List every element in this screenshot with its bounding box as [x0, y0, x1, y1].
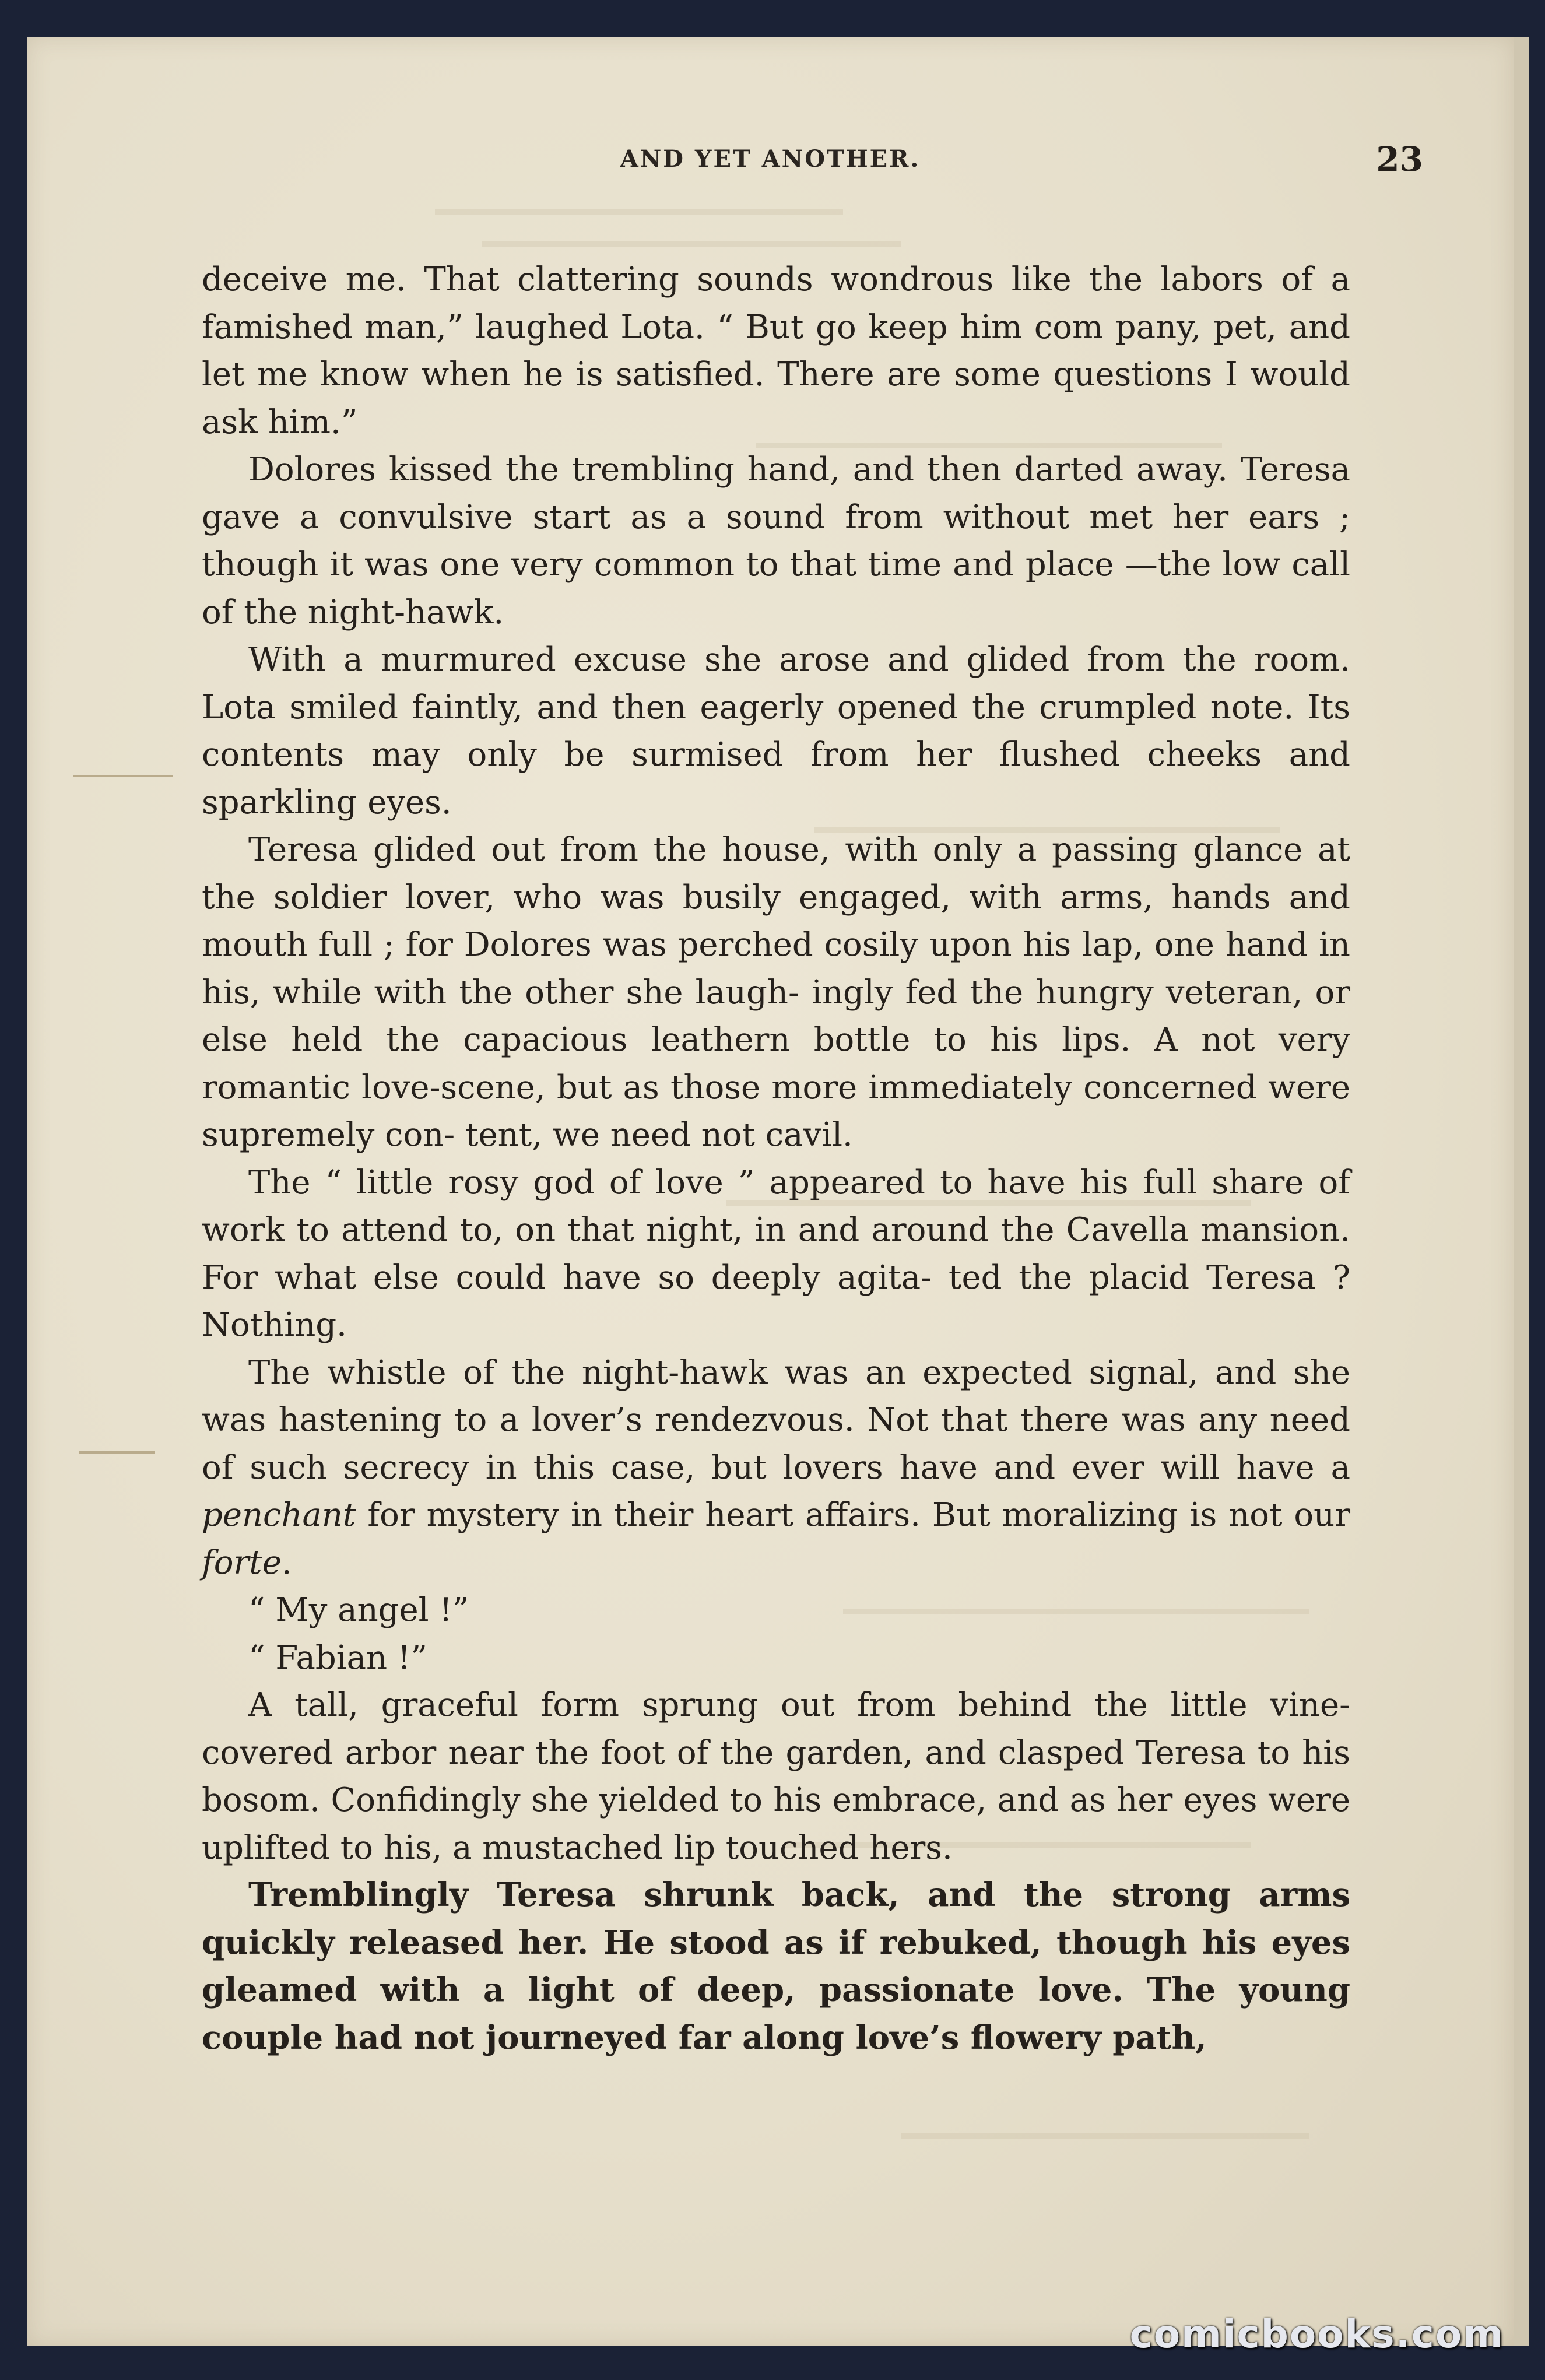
paragraph-text: . [281, 1543, 292, 1582]
binding-thread [73, 775, 173, 777]
watermark: comicbooks.com [1129, 2312, 1504, 2357]
italic-word: forte [202, 1543, 282, 1582]
running-head: AND YET ANOTHER. [620, 145, 921, 173]
page-header [27, 139, 1514, 192]
paragraph [202, 1349, 1350, 1587]
italic-word: penchant [202, 1496, 356, 1534]
paragraph: deceive me. That clattering sounds wondrous like the labors of a famished man,” laughed Lota. “ But go keep him com pany, pet, and let me know when he is satisfied. There are some questions I would ask him.” [202, 261, 1350, 441]
dialogue-line: “ Fabian !” [248, 1638, 428, 1677]
book-page [27, 37, 1529, 2346]
dialogue-line: “ My angel !” [248, 1591, 469, 1629]
paragraph-text: The whistle of the night-hawk was an expected signal, and she was hastening to a lover’s rendezvous. Not that there was any need of such secrecy in this case, but lovers have and ever will have a [202, 1353, 1350, 1487]
paragraph: With a murmured excuse she arose and glided from the room. Lota smiled faintly, and then eagerly opened the crumpled note. Its contents may only be surmised from her flushed cheeks and sparkling eyes. [202, 641, 1350, 822]
paragraph: Teresa glided out from the house, with only a passing glance at the soldier lover, who was busily engaged, with arms, hands and mouth full ; for Dolores was perched cosily upon his lap, one hand in his, while with the other she laugh- ingly fed the hungry veteran, or else held the capacious leathern bottle to his lips. A not very romantic love-scene, but as those more immediately concerned were supremely con- tent, we need not cavil. [202, 831, 1350, 1154]
page-number: 23 [1376, 139, 1423, 179]
paragraph-text: for mystery in their heart affairs. But moralizing is not our [367, 1496, 1350, 1534]
paragraph: A tall, graceful form sprung out from behind the little vine-covered arbor near the foot of the garden, and clasped Teresa to his bosom. Confidingly she yielded to his embrace, and as her eyes were uplifted to his, a mustached lip touched hers. [202, 1686, 1350, 1867]
paragraph: The “ little rosy god of love ” appeared to have his full share of work to attend to, on that night, in and around the Cavella mansion. For what else could have so deeply agita- ted the placid Teresa ? Nothing. [202, 1163, 1350, 1344]
paragraph: Tremblingly Teresa shrunk back, and the strong arms quickly released her. He stood as if rebuked, though his eyes gleamed with a light of deep, passionate love. The young couple had not journeyed far along love’s flowery path, [202, 1876, 1350, 2057]
body-text [202, 256, 1350, 2062]
binding-thread [79, 1451, 155, 1454]
paragraph: Dolores kissed the trembling hand, and then darted away. Teresa gave a convulsive start as a sound from without met her ears ; though it was one very common to that time and place —the low call of the night-hawk. [202, 451, 1350, 631]
